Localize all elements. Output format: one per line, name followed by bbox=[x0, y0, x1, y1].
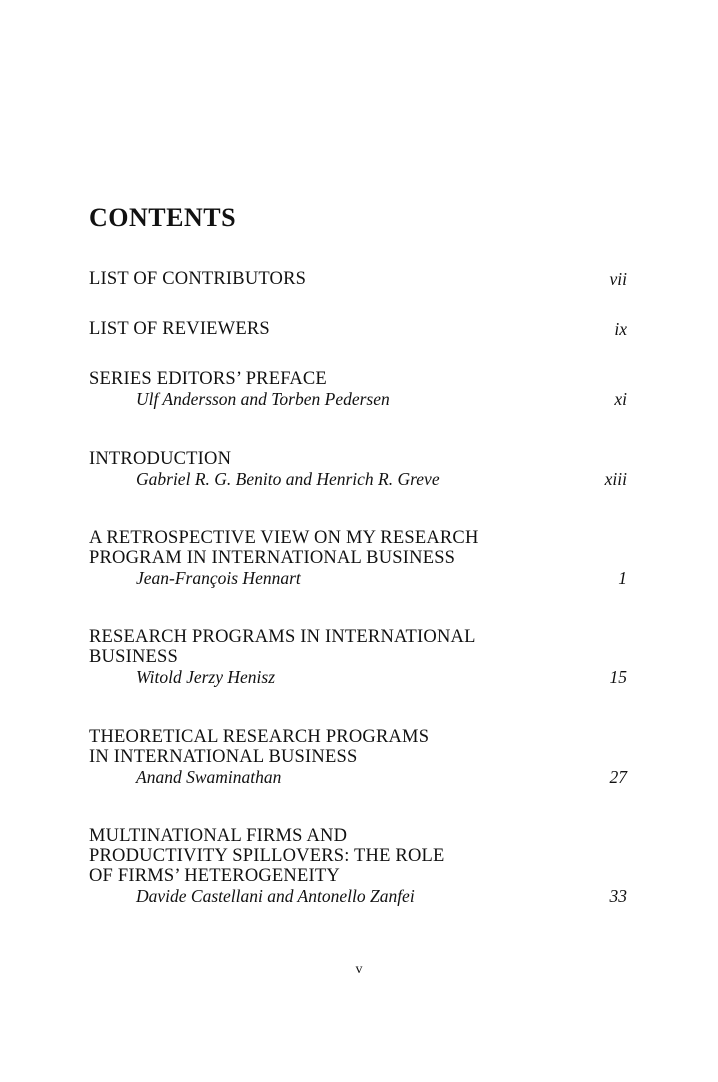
page-title: CONTENTS bbox=[89, 203, 237, 232]
toc-entry-authors: Witold Jerzy Henisz bbox=[136, 667, 276, 687]
toc-entry bbox=[89, 369, 627, 409]
toc-entry-title-line: IN INTERNATIONAL BUSINESS bbox=[89, 747, 358, 767]
toc-entry-authors: Anand Swaminathan bbox=[136, 767, 282, 787]
toc-entry bbox=[89, 826, 627, 906]
toc-entry bbox=[89, 528, 627, 588]
toc-entry bbox=[89, 449, 627, 489]
toc-entry-authors: Jean-François Hennart bbox=[136, 568, 301, 588]
toc-entry-title-line: SERIES EDITORS’ PREFACE bbox=[89, 369, 327, 389]
toc-entry-page-number: vii bbox=[609, 269, 627, 289]
toc-entry-title-line: INTRODUCTION bbox=[89, 449, 232, 469]
toc-entry-page-number: 27 bbox=[609, 767, 627, 787]
toc-entry-title-line: LIST OF REVIEWERS bbox=[89, 319, 270, 339]
toc-entry-title-line: THEORETICAL RESEARCH PROGRAMS bbox=[89, 727, 430, 747]
toc-entry-title-line: OF FIRMS’ HETEROGENEITY bbox=[89, 866, 340, 886]
toc-entry-authors: Davide Castellani and Antonello Zanfei bbox=[136, 886, 415, 906]
toc-entry-title-line: MULTINATIONAL FIRMS AND bbox=[89, 826, 348, 846]
toc-entry-page-number: ix bbox=[614, 319, 627, 339]
toc-entry-title-line: RESEARCH PROGRAMS IN INTERNATIONAL bbox=[89, 627, 476, 647]
page-folio: v bbox=[355, 962, 363, 977]
toc-entry-title-line: BUSINESS bbox=[89, 647, 178, 667]
toc-entry-title-line: LIST OF CONTRIBUTORS bbox=[89, 269, 307, 289]
toc-entry-authors: Ulf Andersson and Torben Pedersen bbox=[136, 389, 390, 409]
toc-entry-title-line: PRODUCTIVITY SPILLOVERS: THE ROLE bbox=[89, 846, 445, 866]
toc-entry-page-number: 15 bbox=[609, 667, 627, 687]
toc-entry-page-number: xi bbox=[614, 389, 627, 409]
toc-entry-page-number: xiii bbox=[604, 469, 627, 489]
toc-entry bbox=[89, 627, 627, 687]
toc-entry bbox=[89, 319, 627, 339]
toc-entry-authors: Gabriel R. G. Benito and Henrich R. Greve bbox=[136, 469, 440, 489]
toc-entry-page-number: 1 bbox=[618, 568, 627, 588]
toc-entry-title-line: PROGRAM IN INTERNATIONAL BUSINESS bbox=[89, 548, 456, 568]
toc-entry bbox=[89, 727, 627, 787]
toc-entry bbox=[89, 269, 627, 289]
toc-entry-title-line: A RETROSPECTIVE VIEW ON MY RESEARCH bbox=[89, 528, 479, 548]
toc-entry-page-number: 33 bbox=[609, 886, 627, 906]
